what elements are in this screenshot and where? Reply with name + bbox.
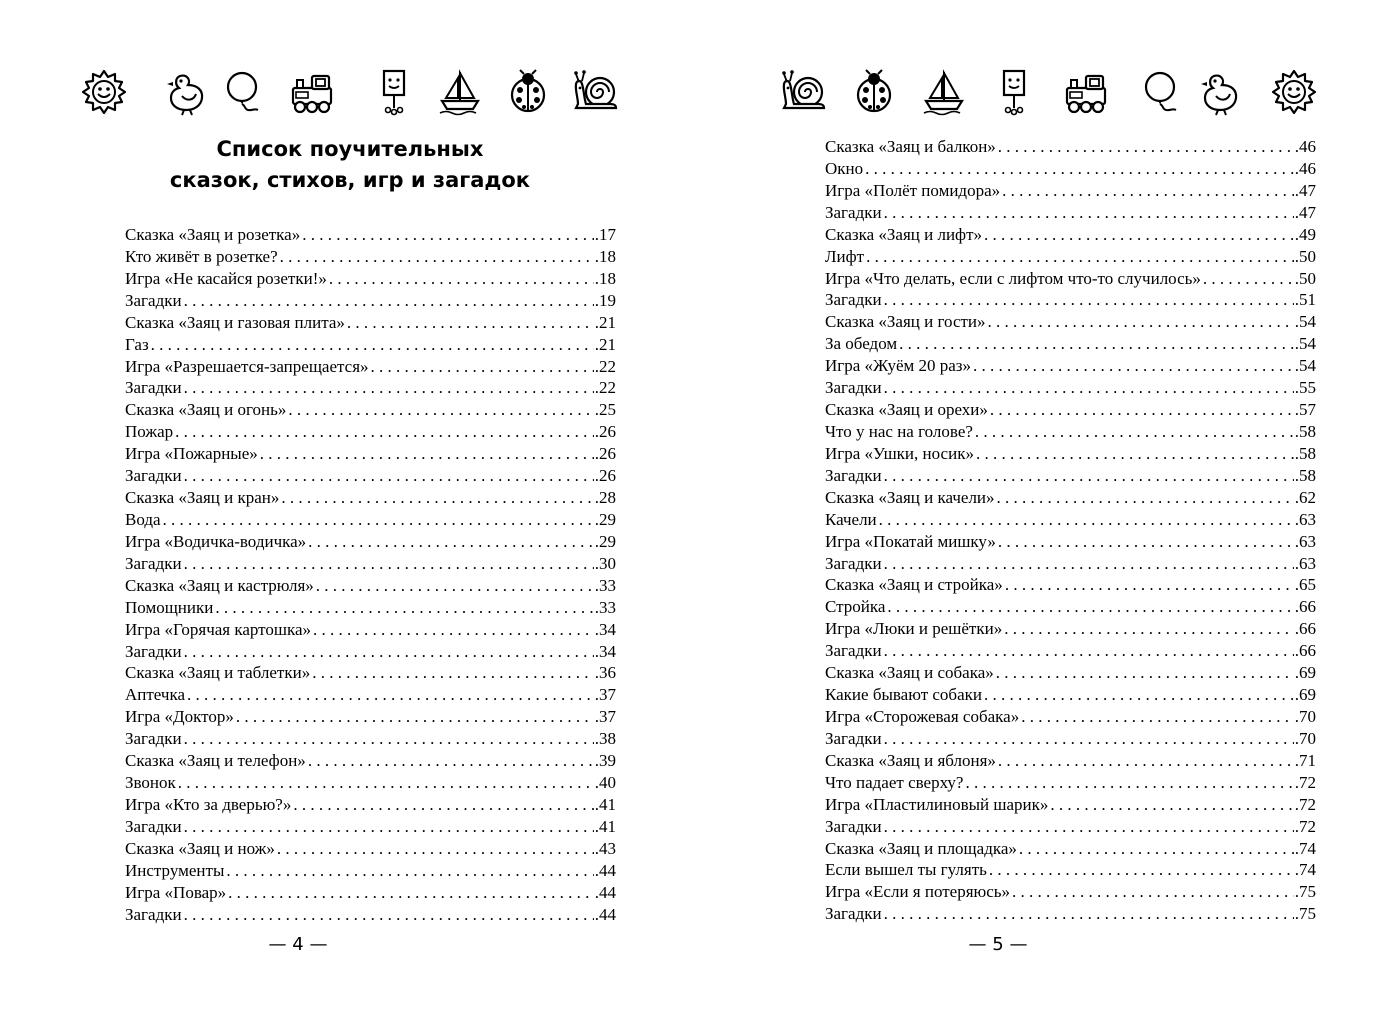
toc-entry-page: .37	[594, 707, 616, 727]
toc-entry[interactable]	[125, 224, 616, 246]
toc-entry-title: Пожар	[125, 422, 174, 442]
toc-leader-dots	[184, 465, 594, 487]
icon-row-right	[780, 68, 1320, 118]
toc-entry-title: Игра «Пластилиновый шарик»	[825, 794, 1049, 814]
toc-entry-title: Что у нас на голове?	[825, 421, 973, 441]
toc-leader-dots	[184, 377, 594, 399]
toc-leader-dots	[288, 399, 593, 421]
toc-entry[interactable]	[825, 728, 1316, 750]
toc-entry-title: Загадки	[825, 816, 882, 836]
train-icon	[1062, 68, 1110, 116]
sailboat-icon	[436, 68, 484, 116]
toc-entry-page: .33	[594, 597, 616, 617]
toc-leader-dots	[997, 487, 1294, 509]
toc-entry-title: Звонок	[125, 773, 176, 793]
toc-entry-page: .75	[1294, 904, 1316, 924]
toc-entry-page: .75	[1294, 882, 1316, 902]
toc-leader-dots	[1005, 574, 1294, 596]
toc-entry-page: .44	[594, 882, 616, 902]
toc-entry-page: .25	[594, 400, 616, 420]
toc-entry-page: .70	[1294, 706, 1316, 726]
toc-entry[interactable]	[825, 859, 1316, 881]
toc-entry[interactable]	[825, 333, 1316, 355]
toc-leader-dots	[865, 158, 1294, 180]
toc-entry-title: Загадки	[125, 904, 182, 924]
toc-leader-dots	[884, 728, 1294, 750]
toc-entry[interactable]	[825, 553, 1316, 575]
toc-entry-title: Сказка «Заяц и таблетки»	[125, 663, 311, 683]
toc-entry[interactable]	[125, 641, 616, 663]
toc-leader-dots	[308, 750, 594, 772]
toc-entry-title: Игра «Покатай мишку»	[825, 531, 996, 551]
toc-entry-title: Игра «Ушки, носик»	[825, 443, 974, 463]
toc-leader-dots	[1012, 881, 1294, 903]
toc-entry-title: Сказка «Заяц и лифт»	[825, 224, 983, 244]
toc-entry[interactable]	[825, 136, 1316, 158]
toc-entry[interactable]	[825, 618, 1316, 640]
toc-entry-page: .38	[594, 729, 616, 749]
toc-entry-page: .51	[1294, 290, 1316, 310]
toc-entry-title: Загадки	[825, 465, 882, 485]
toc-leader-dots	[984, 684, 1294, 706]
toc-entry-title: Игра «Доктор»	[125, 707, 234, 727]
toc-entry-title: Сказка «Заяц и собака»	[825, 663, 994, 683]
sailboat-icon	[920, 68, 968, 116]
toc-entry[interactable]	[125, 399, 616, 421]
toc-leader-dots	[984, 224, 1294, 246]
toc-leader-dots	[281, 487, 593, 509]
toc-entry-page: .43	[594, 838, 616, 858]
toc-entry[interactable]	[825, 794, 1316, 816]
toc-leader-dots	[998, 136, 1294, 158]
toc-entry-title: Сказка «Заяц и орехи»	[825, 400, 988, 420]
toc-entry[interactable]	[825, 838, 1316, 860]
toc-entry-title: Сказка «Заяц и качели»	[825, 487, 995, 507]
toc-entry-page: .66	[1294, 641, 1316, 661]
toc-entry-title: Вода	[125, 509, 161, 529]
toc-leader-dots	[215, 597, 593, 619]
toc-entry-title: Сказка «Заяц и розетка»	[125, 225, 301, 244]
toc-entry-page: .63	[1294, 509, 1316, 529]
toc-entry-title: Загадки	[125, 816, 182, 836]
toc-entry-page: .55	[1294, 378, 1316, 398]
toc-leader-dots	[313, 619, 594, 641]
toc-entry-page: .44	[594, 860, 616, 880]
toc-entry-page: .70	[1294, 728, 1316, 748]
toc-entry-title: Сказка «Заяц и кран»	[125, 488, 280, 508]
toc-entry-title: Сказка «Заяц и огонь»	[125, 400, 287, 420]
toc-entry[interactable]	[825, 881, 1316, 903]
toc-entry-page: .69	[1294, 685, 1316, 705]
toc-entry[interactable]	[125, 684, 616, 706]
toc-leader-dots	[1002, 180, 1294, 202]
toc-entry-title: Помощники	[125, 597, 214, 617]
flag-icon	[990, 68, 1038, 116]
toc-leader-dots	[151, 334, 594, 356]
toc-entry[interactable]	[825, 443, 1316, 465]
toc-entry-title: Игра «Что делать, если с лифтом что-то случилось»	[825, 268, 1201, 288]
toc-entry[interactable]	[125, 619, 616, 641]
toc-leader-dots	[988, 311, 1294, 333]
toc-entry-page: .47	[1294, 202, 1316, 222]
toc-entry[interactable]	[125, 290, 616, 312]
toc-entry-title: Загадки	[825, 202, 882, 222]
toc-entry[interactable]	[825, 311, 1316, 333]
toc-entry-title: Газ	[125, 334, 149, 354]
toc-entry-page: .28	[594, 488, 616, 508]
toc-leader-dots	[175, 421, 594, 443]
toc-entry[interactable]	[125, 443, 616, 465]
toc-entry-title: Загадки	[125, 641, 182, 661]
toc-leader-dots	[998, 531, 1294, 553]
toc-entry-page: .19	[594, 290, 616, 310]
toc-entry[interactable]	[825, 903, 1316, 925]
toc-entry-title: Какие бывают собаки	[825, 685, 982, 705]
toc-entry[interactable]	[825, 268, 1316, 290]
toc-entry-page: .65	[1294, 575, 1316, 595]
toc-leader-dots	[308, 531, 594, 553]
toc-entry[interactable]	[125, 377, 616, 399]
toc-entry-title: Сказка «Заяц и площадка»	[825, 838, 1017, 858]
toc-entry-page: .33	[594, 575, 616, 595]
toc-entry[interactable]	[125, 772, 616, 794]
toc-entry-page: .63	[1294, 531, 1316, 551]
toc-entry-title: Стройка	[825, 597, 886, 617]
toc-entry[interactable]	[825, 399, 1316, 421]
toc-entry-title: Что падает сверху?	[825, 772, 964, 792]
toc-entry[interactable]	[125, 312, 616, 334]
toc-leader-dots	[228, 882, 594, 904]
toc-entry-page: .18	[594, 268, 616, 288]
toc-leader-dots	[187, 684, 594, 706]
toc-entry-title: За обедом	[825, 334, 898, 354]
toc-entry-page: .37	[594, 685, 616, 705]
toc-entry[interactable]	[125, 860, 616, 882]
toc-entry-title: Загадки	[125, 729, 182, 749]
toc-entry-page: .49	[1294, 224, 1316, 244]
toc-leader-dots	[236, 706, 594, 728]
toc-entry-title: Игра «Жуём 20 раз»	[825, 356, 972, 376]
toc-entry-title: Окно	[825, 158, 864, 178]
toc-entry-title: Сказка «Заяц и балкон»	[825, 137, 996, 156]
toc-entry-page: .66	[1294, 597, 1316, 617]
toc-entry[interactable]	[125, 816, 616, 838]
toc-entry[interactable]	[125, 838, 616, 860]
toc-leader-dots	[884, 377, 1294, 399]
toc-leader-dots	[312, 662, 594, 684]
toc-entry[interactable]	[825, 684, 1316, 706]
toc-leader-dots	[973, 355, 1294, 377]
toc-entry-title: Сказка «Заяц и нож»	[125, 838, 275, 858]
toc-leader-dots	[184, 728, 594, 750]
title-line-2: сказок, стихов, игр и загадок	[169, 168, 531, 192]
toc-entry[interactable]	[825, 640, 1316, 662]
toc-entry[interactable]	[825, 662, 1316, 684]
toc-leader-dots	[879, 509, 1294, 531]
toc-entry[interactable]	[825, 596, 1316, 618]
toc-leader-dots	[1050, 794, 1293, 816]
toc-entry[interactable]	[125, 794, 616, 816]
toc-entry[interactable]	[825, 202, 1316, 224]
toc-entry-title: Качели	[825, 509, 877, 529]
toc-entry[interactable]	[825, 377, 1316, 399]
toc-entry-page: .74	[1294, 838, 1316, 858]
toc-entry-page: .26	[594, 422, 616, 442]
toc-entry-title: Игра «Разрешается-запрещается»	[125, 356, 369, 376]
toc-entry[interactable]	[825, 158, 1316, 180]
toc-leader-dots	[899, 333, 1294, 355]
toc-entry-page: .47	[1294, 180, 1316, 200]
toc-entry-page: .66	[1294, 619, 1316, 639]
toc-leader-dots	[226, 860, 593, 882]
toc-entry-page: .74	[1294, 860, 1316, 880]
toc-entry-page: .39	[594, 751, 616, 771]
toc-entry-page: .50	[1294, 268, 1316, 288]
toc-entry-page: .46	[1294, 158, 1316, 178]
toc-leader-dots	[184, 904, 594, 926]
toc-leader-dots	[280, 246, 594, 268]
toc-entry[interactable]	[125, 750, 616, 772]
toc-entry[interactable]	[125, 246, 616, 268]
toc-entry[interactable]	[825, 289, 1316, 311]
toc-leader-dots	[1203, 268, 1294, 290]
toc-entry-title: Загадки	[825, 553, 882, 573]
toc-entry-title: Загадки	[125, 290, 182, 310]
page-number: — 4 —	[268, 934, 328, 955]
ladybug-icon	[504, 68, 552, 116]
toc-entry[interactable]	[125, 706, 616, 728]
toc-entry[interactable]	[825, 421, 1316, 443]
toc-entry-page: .44	[594, 904, 616, 924]
toc-entry[interactable]	[825, 180, 1316, 202]
toc-leader-dots	[184, 553, 594, 575]
toc-entry-title: Игра «Люки и решётки»	[825, 619, 1003, 639]
toc-entry-title: Кто живёт в розетке?	[125, 246, 278, 266]
toc-entry[interactable]	[125, 421, 616, 443]
toc-entry-page: .22	[594, 356, 616, 376]
toc-leader-dots	[884, 289, 1294, 311]
toc-entry-page: .34	[594, 641, 616, 661]
toc-entry-page: .17	[594, 225, 616, 244]
toc-entry-title: Загадки	[125, 466, 182, 486]
toc-leader-dots	[884, 640, 1294, 662]
toc-entry-title: Сказка «Заяц и стройка»	[825, 575, 1003, 595]
toc-entry-page: .21	[594, 334, 616, 354]
sun-icon	[80, 68, 128, 116]
toc-entry[interactable]	[825, 355, 1316, 377]
toc-list-left	[125, 224, 616, 926]
toc-entry[interactable]	[825, 772, 1316, 794]
toc-leader-dots	[884, 202, 1294, 224]
toc-entry-page: .72	[1294, 794, 1316, 814]
toc-leader-dots	[316, 575, 594, 597]
toc-entry-page: .18	[594, 246, 616, 266]
snail-icon	[780, 68, 828, 116]
toc-leader-dots	[302, 224, 594, 246]
toc-entry[interactable]	[125, 487, 616, 509]
toc-entry-page: .46	[1294, 137, 1316, 156]
snail-icon	[572, 68, 620, 116]
toc-entry-title: Сказка «Заяц и яблоня»	[825, 750, 996, 770]
title-line-1: Список поучительных	[216, 137, 484, 161]
toc-entry[interactable]	[125, 268, 616, 290]
toc-entry[interactable]	[825, 816, 1316, 838]
toc-entry-title: Игра «Полёт помидора»	[825, 180, 1001, 200]
toc-entry[interactable]	[125, 553, 616, 575]
right-page	[700, 0, 1400, 1023]
toc-leader-dots	[884, 816, 1294, 838]
toc-entry-title: Игра «Если я потеряюсь»	[825, 882, 1011, 902]
toc-leader-dots	[975, 421, 1294, 443]
ladybug-icon	[850, 68, 898, 116]
toc-entry-title: Сказка «Заяц и кастрюля»	[125, 575, 314, 595]
toc-entry[interactable]	[125, 356, 616, 378]
flag-icon	[370, 68, 418, 116]
toc-entry-title: Сказка «Заяц и гости»	[825, 312, 986, 332]
toc-leader-dots	[1019, 838, 1294, 860]
toc-entry-title: Загадки	[825, 904, 882, 924]
toc-entry-page: .54	[1294, 334, 1316, 354]
toc-entry[interactable]	[125, 882, 616, 904]
toc-leader-dots	[996, 662, 1294, 684]
toc-entry-page: .72	[1294, 772, 1316, 792]
toc-entry-page: .63	[1294, 553, 1316, 573]
balloon-icon	[1138, 68, 1186, 116]
toc-entry-title: Игра «Пожарные»	[125, 444, 258, 464]
toc-entry-page: .41	[594, 816, 616, 836]
toc-leader-dots	[277, 838, 594, 860]
toc-leader-dots	[178, 772, 594, 794]
toc-leader-dots	[347, 312, 594, 334]
toc-entry[interactable]	[125, 904, 616, 926]
toc-entry-page: .71	[1294, 750, 1316, 770]
toc-entry-page: .22	[594, 378, 616, 398]
toc-entry[interactable]	[825, 465, 1316, 487]
toc-entry-title: Игра «Сторожевая собака»	[825, 706, 1020, 726]
toc-entry-page: .72	[1294, 816, 1316, 836]
toc-entry-title: Игра «Горячая картошка»	[125, 619, 312, 639]
toc-entry[interactable]	[125, 509, 616, 531]
toc-leader-dots	[887, 596, 1293, 618]
toc-leader-dots	[329, 268, 594, 290]
sun-icon	[1270, 68, 1318, 116]
toc-entry-title: Аптечка	[125, 685, 186, 705]
toc-entry-page: .30	[594, 553, 616, 573]
toc-entry-page: .34	[594, 619, 616, 639]
toc-entry-title: Загадки	[825, 378, 882, 398]
toc-entry[interactable]	[125, 334, 616, 356]
toc-entry-page: .29	[594, 509, 616, 529]
toc-entry-title: Загадки	[125, 378, 182, 398]
toc-leader-dots	[184, 290, 594, 312]
toc-leader-dots	[989, 859, 1294, 881]
toc-entry[interactable]	[825, 750, 1316, 772]
toc-entry-page: .41	[594, 794, 616, 814]
toc-entry-page: .69	[1294, 663, 1316, 683]
toc-entry-page: .29	[594, 531, 616, 551]
toc-list-right	[825, 136, 1316, 925]
toc-leader-dots	[866, 246, 1294, 268]
toc-leader-dots	[976, 443, 1294, 465]
toc-leader-dots	[990, 399, 1294, 421]
toc-entry-page: .40	[594, 773, 616, 793]
toc-entry[interactable]	[125, 662, 616, 684]
toc-entry-page: .58	[1294, 465, 1316, 485]
toc-entry-page: .58	[1294, 443, 1316, 463]
toc-leader-dots	[884, 903, 1294, 925]
toc-entry-title: Игра «Кто за дверью?»	[125, 794, 292, 814]
toc-leader-dots	[1004, 618, 1294, 640]
toc-entry-page: .62	[1294, 487, 1316, 507]
toc-leader-dots	[884, 465, 1294, 487]
toc-entry-page: .26	[594, 444, 616, 464]
toc-entry-title: Сказка «Заяц и телефон»	[125, 751, 306, 771]
toc-entry-title: Сказка «Заяц и газовая плита»	[125, 312, 345, 332]
toc-leader-dots	[293, 794, 593, 816]
toc-entry-page: .54	[1294, 312, 1316, 332]
train-icon	[288, 68, 336, 116]
toc-entry-page: .50	[1294, 246, 1316, 266]
toc-entry-title: Загадки	[125, 553, 182, 573]
toc-entry-title: Если вышел ты гулять	[825, 860, 987, 880]
toc-entry[interactable]	[825, 509, 1316, 531]
toc-leader-dots	[884, 553, 1294, 575]
toc-entry-title: Инструменты	[125, 860, 225, 880]
toc-leader-dots	[184, 816, 594, 838]
toc-leader-dots	[371, 356, 594, 378]
toc-entry-page: .21	[594, 312, 616, 332]
toc-entry[interactable]	[825, 574, 1316, 596]
toc-entry-title: Лифт	[825, 246, 865, 266]
toc-entry[interactable]	[125, 531, 616, 553]
toc-entry-page: .58	[1294, 421, 1316, 441]
icon-row-left	[80, 68, 620, 118]
toc-entry[interactable]	[125, 465, 616, 487]
toc-leader-dots	[184, 641, 594, 663]
toc-entry-page: .54	[1294, 356, 1316, 376]
toc-entry-title: Игра «Не касайся розетки!»	[125, 268, 327, 288]
balloon-icon	[220, 68, 268, 116]
toc-leader-dots	[1021, 706, 1294, 728]
toc-entry[interactable]	[825, 246, 1316, 268]
toc-entry-title: Игра «Повар»	[125, 882, 227, 902]
page-title	[0, 134, 700, 196]
toc-entry-page: .57	[1294, 400, 1316, 420]
toc-entry[interactable]	[825, 487, 1316, 509]
toc-leader-dots	[260, 443, 594, 465]
toc-entry-page: .26	[594, 466, 616, 486]
toc-entry-title: Загадки	[825, 290, 882, 310]
toc-entry-page: .36	[594, 663, 616, 683]
toc-entry-title: Загадки	[825, 641, 882, 661]
toc-entry[interactable]	[825, 531, 1316, 553]
toc-entry[interactable]	[125, 597, 616, 619]
toc-entry-title: Загадки	[825, 728, 882, 748]
toc-entry-title: Игра «Водичка-водичка»	[125, 531, 307, 551]
chick-icon	[1194, 68, 1242, 116]
toc-leader-dots	[998, 750, 1294, 772]
chick-icon	[160, 68, 208, 116]
toc-leader-dots	[965, 772, 1293, 794]
toc-entry[interactable]	[825, 224, 1316, 246]
toc-leader-dots	[163, 509, 594, 531]
toc-entry[interactable]	[125, 728, 616, 750]
page-number: — 5 —	[968, 934, 1028, 955]
toc-entry[interactable]	[125, 575, 616, 597]
toc-entry[interactable]	[825, 706, 1316, 728]
